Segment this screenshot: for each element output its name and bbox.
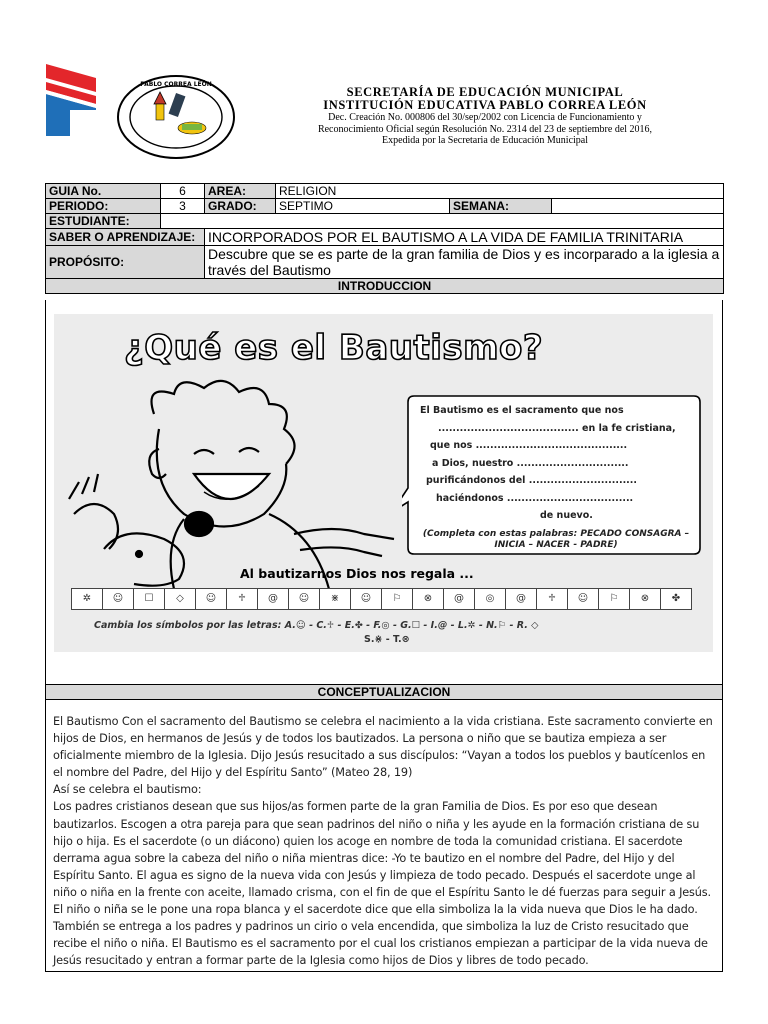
symbol-box: ☺ [567, 588, 599, 610]
conceptualizacion-heading: CONCEPTUALIZACION [45, 684, 723, 700]
municipal-flag-logo [46, 64, 96, 136]
periodo-label: PERIODO: [46, 199, 161, 214]
introduccion-section [45, 300, 723, 685]
symbol-box: ☺ [350, 588, 382, 610]
bubble-line: haciéndonos ................................... [436, 492, 634, 504]
worksheet-title: ¿Qué es el Bautismo? [124, 328, 544, 368]
concept-paragraph: Los padres cristianos desean que sus hijos/as formen parte de la gran Familia de Dios. Es por eso que desean bautizarlos. Escogen a otra pareja para que sean padrinos del niño o niña y les ayude en la formación cristiana de su hijo o hija. Es el sacerdote (o un diácono) quien los acoge en nombre de toda la comunidad cristiana. El sacerdote derrama agua sobre la cabeza del niño o niña mientras dice: -Yo te bautizo en el nombre del Padre, del Hijo y del Espíritu Santo. El agua es signo de la nueva vida con Jesús y limpieza de todo pecado. Después el sacerdote unge al niño o niña en la frente con aceite, llamado crisma, con el fin de que el Espíritu Santo le dé fuerzas para seguir a Jesús. El niño o niña se le pone una ropa blanca y el sacerdote dice que ella simboliza la la vida nueva que Dios le ha dado. También se entrega a los padres y padrinos un cirio o vela encendida, que simboliza la luz de Cristo resucitado que recibe el niño o niña. El Bautismo es el sacramento por el cual los cristianos empiezan a participar de la vida nueva de Jesús resucitado y entran a formar parte de la Iglesia como hijos de Dios y libres de todo pecado. [53, 800, 711, 968]
symbol-box: ⊗ [412, 588, 444, 610]
regala-text: Al bautizarnos Dios nos regala ... [240, 566, 474, 581]
concept-paragraph: Así se celebra el bautismo: [53, 783, 202, 797]
symbol-box: ⊗ [629, 588, 661, 610]
symbol-box: ☺ [288, 588, 320, 610]
saber-value: INCORPORADOS POR EL BAUTISMO A LA VIDA DE FAMILIA TRINITARIA [205, 229, 724, 246]
institution-header [250, 86, 720, 147]
proposito-value: Descubre que se es parte de la gran familia de Dios y es incorparado a la iglesia a través del Bautismo [205, 246, 724, 279]
area-label: AREA: [205, 184, 276, 199]
symbol-box: ◎ [474, 588, 506, 610]
symbol-box: ☺ [195, 588, 227, 610]
proposito-label: PROPÓSITO: [46, 246, 205, 279]
symbol-box: ✤ [660, 588, 692, 610]
semana-value[interactable] [552, 199, 724, 214]
area-value: RELIGION [276, 184, 724, 199]
child-dog-illustration [64, 374, 404, 589]
symbol-key-text-2: S.⋇ - T.⊗ [364, 634, 410, 645]
saber-label: SABER O APRENDIZAJE: [46, 229, 205, 246]
secretaria-title: SECRETARÍA DE EDUCACIÓN MUNICIPAL [346, 85, 624, 99]
guia-value: 6 [161, 184, 205, 199]
symbol-box: ☺ [102, 588, 134, 610]
symbol-key-text: Cambia los símbolos por las letras: A.☺ - C.♱ - E.✤ - F.◎ - G.☐ - I.@ - L.✲ - N.⚐ - R. ◇ [94, 620, 539, 631]
symbol-box: ♱ [226, 588, 258, 610]
grado-value: SEPTIMO [276, 199, 450, 214]
bubble-hint: (Completa con estas palabras: PECADO CONSAGRA – INICIA – NACER - PADRE) [422, 528, 690, 550]
bubble-line: purificándonos del .............................. [426, 475, 638, 486]
introduccion-heading: INTRODUCCION [46, 279, 724, 294]
symbol-box: ⚐ [598, 588, 630, 610]
symbol-box: @ [505, 588, 537, 610]
issued-by-line: Expedida por la Secretaria de Educación Municipal [381, 135, 589, 146]
symbol-box: ✲ [71, 588, 103, 610]
symbol-box: ☐ [133, 588, 165, 610]
bubble-line: que nos .......................................... [430, 440, 628, 451]
bubble-line: ....................................... en la fe cristiana, [438, 422, 676, 434]
logo-text: PABLO CORREA LEÓN [140, 81, 212, 88]
symbol-box: @ [257, 588, 289, 610]
symbol-row [72, 588, 692, 610]
guia-label: GUIA No. [46, 184, 161, 199]
bubble-line: a Dios, nuestro ............................... [432, 457, 629, 469]
guide-info-table [45, 183, 724, 294]
semana-label: SEMANA: [450, 199, 552, 214]
bautismo-worksheet-image [54, 314, 713, 652]
symbol-box: ◇ [164, 588, 196, 610]
resolution-line: Reconocimiento Oficial según Resolución No. 2314 del 23 de septiembre del 2016, [317, 123, 653, 135]
estudiante-label: ESTUDIANTE: [46, 214, 161, 229]
symbol-box: ⋇ [319, 588, 351, 610]
school-shield-logo [116, 74, 236, 160]
conceptualizacion-section [45, 699, 723, 972]
institution-title: INSTITUCIÓN EDUCATIVA PABLO CORREA LEÓN [323, 98, 647, 112]
symbol-box: ♱ [536, 588, 568, 610]
symbol-box: @ [443, 588, 475, 610]
bubble-line: de nuevo. [540, 510, 593, 521]
bubble-text [420, 402, 692, 551]
concept-paragraph: El Bautismo Con el sacramento del Bautismo se celebra el nacimiento a la vida cristiana. Este sacramento convierte en hijos de Dios, en hermanos de Jesús y de todos los bautizados. La persona o niño que se bautiza empieza a ser oficialmente miembro de la Iglesia. Dijo Jesús resucitado a sus discípulos: “Vayan a todos los pueblos y bautícenlos en el nombre del Padre, del Hijo y del Espíritu Santo” (Mateo 28, 19) [53, 715, 713, 780]
concept-text [53, 713, 717, 969]
estudiante-value[interactable] [161, 214, 724, 229]
symbol-box: ⚐ [381, 588, 413, 610]
grado-label: GRADO: [205, 199, 276, 214]
bubble-line: El Bautismo es el sacramento que nos [420, 405, 624, 416]
periodo-value: 3 [161, 199, 205, 214]
decree-line: Dec. Creación No. 000806 del 30/sep/2002 con Licencia de Funcionamiento y [328, 112, 642, 123]
